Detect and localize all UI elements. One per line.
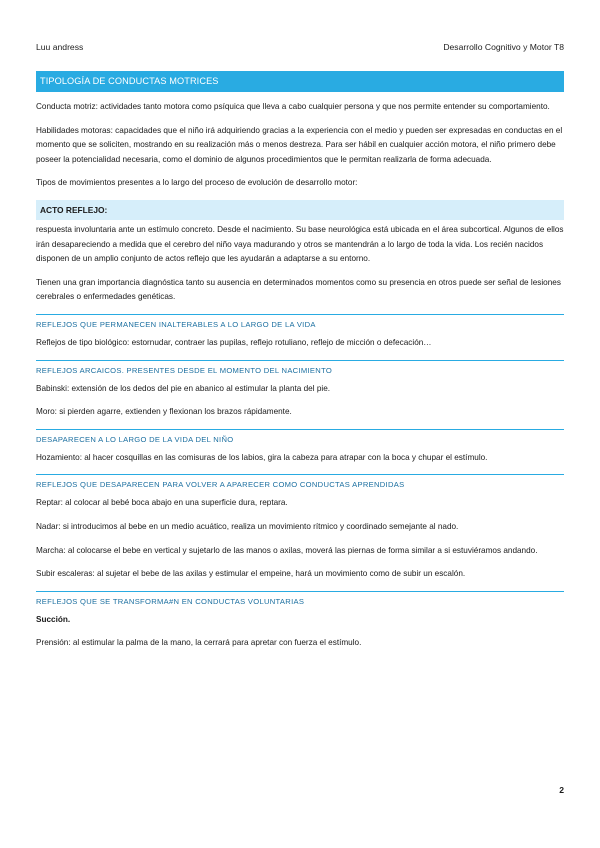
reflex-section bbox=[36, 474, 564, 581]
section-item: Succión. bbox=[36, 614, 71, 624]
section-title: REFLEJOS QUE PERMANECEN INALTERABLES A LO LARGO DE LA VIDA bbox=[36, 319, 316, 329]
reflex-section bbox=[36, 314, 564, 351]
section-title: DESAPARECEN A LO LARGO DE LA VIDA DEL NIÑO bbox=[36, 434, 234, 444]
section-banner: TIPOLOGÍA DE CONDUCTAS MOTRICES bbox=[36, 71, 564, 92]
reflex-section bbox=[36, 429, 564, 466]
intro-paragraph: Tipos de movimientos presentes a lo largo del proceso de evolución de desarrollo motor: bbox=[36, 178, 358, 188]
header-author: Luu andress bbox=[36, 42, 84, 52]
section-item: Prensión: al estimular la palma de la mano, la cerrará para apretar con fuerza el estímulo. bbox=[36, 638, 362, 648]
header-course: Desarrollo Cognitivo y Motor T8 bbox=[443, 42, 564, 52]
section-item: Babinski: extensión de los dedos del pie en abanico al estimular la planta del pie. bbox=[36, 383, 331, 393]
section-item: Reflejos de tipo biológico: estornudar, contraer las pupilas, reflejo rotuliano, reflejo de micción o defecación… bbox=[36, 337, 432, 347]
acto-reflejo-paragraph: Tienen una gran importancia diagnóstica tanto su ausencia en determinados momentos como su presencia en otros puede ser señal de lesiones cerebrales o enfermedades genéticas. bbox=[36, 277, 561, 302]
section-title: REFLEJOS ARCAICOS. PRESENTES DESDE EL MOMENTO DEL NACIMIENTO bbox=[36, 365, 333, 375]
section-item: Nadar: si introducimos al bebe en un medio acuático, realiza un movimiento rítmico y coordinado semejante al nado. bbox=[36, 521, 459, 531]
section-item: Moro: si pierden agarre, extienden y flexionan los brazos rápidamente. bbox=[36, 407, 292, 417]
section-item: Reptar: al colocar al bebé boca abajo en una superficie dura, reptara. bbox=[36, 498, 288, 508]
reflex-section bbox=[36, 591, 564, 651]
intro-paragraph: Conducta motriz: actividades tanto motora como psíquica que lleva a cabo cualquier persona y que nos permite entender su comportamiento. bbox=[36, 102, 550, 111]
section-item: Marcha: al colocarse el bebe en vertical y sujetarlo de las manos o axilas, moverá las piernas de forma similar a si estuviéramos andando. bbox=[36, 545, 538, 555]
section-title: REFLEJOS QUE DESAPARECEN PARA VOLVER A APARECER COMO CONDUCTAS APRENDIDAS bbox=[36, 480, 405, 490]
intro-paragraph: Habilidades motoras: capacidades que el niño irá adquiriendo gracias a la experiencia con el medio y pueden ser expresadas en conductas en el momento que se soliciten, mostrando en su realización más o menos destreza. Para ser hábil en cualquier acción motora, el niño primero debe poseer la potencialidad necesaria, como el dominio de algunos procedimientos que le permitan realizarla de forma adecuada. bbox=[36, 125, 563, 164]
page-number: 2 bbox=[559, 785, 564, 795]
acto-reflejo-heading: ACTO REFLEJO: bbox=[36, 200, 564, 220]
page-content bbox=[36, 71, 564, 660]
reflex-section bbox=[36, 360, 564, 420]
acto-reflejo-paragraph: respuesta involuntaria ante un estímulo concreto. Desde el nacimiento. Su base neurológica está ubicada en el área subcortical. Algunos de ellos irán desapareciendo a medida que el cerebro del niño vaya madurando y otros se mantendrán a lo largo de toda la vida. Los recién nacidos disponen de un amplio conjunto de actos reflejo que les ayudarán a adaptarse a su entorno. bbox=[36, 224, 564, 264]
section-item: Hozamiento: al hacer cosquillas en las comisuras de los labios, gira la cabeza para atrapar con la boca y chupar el estímulo. bbox=[36, 452, 488, 462]
section-title: REFLEJOS QUE SE TRANSFORMA#N EN CONDUCTAS VOLUNTARIAS bbox=[36, 596, 305, 606]
section-item: Subir escaleras: al sujetar el bebe de las axilas y estimular el empeine, hará un movimiento como de subir un escalón. bbox=[36, 569, 466, 579]
